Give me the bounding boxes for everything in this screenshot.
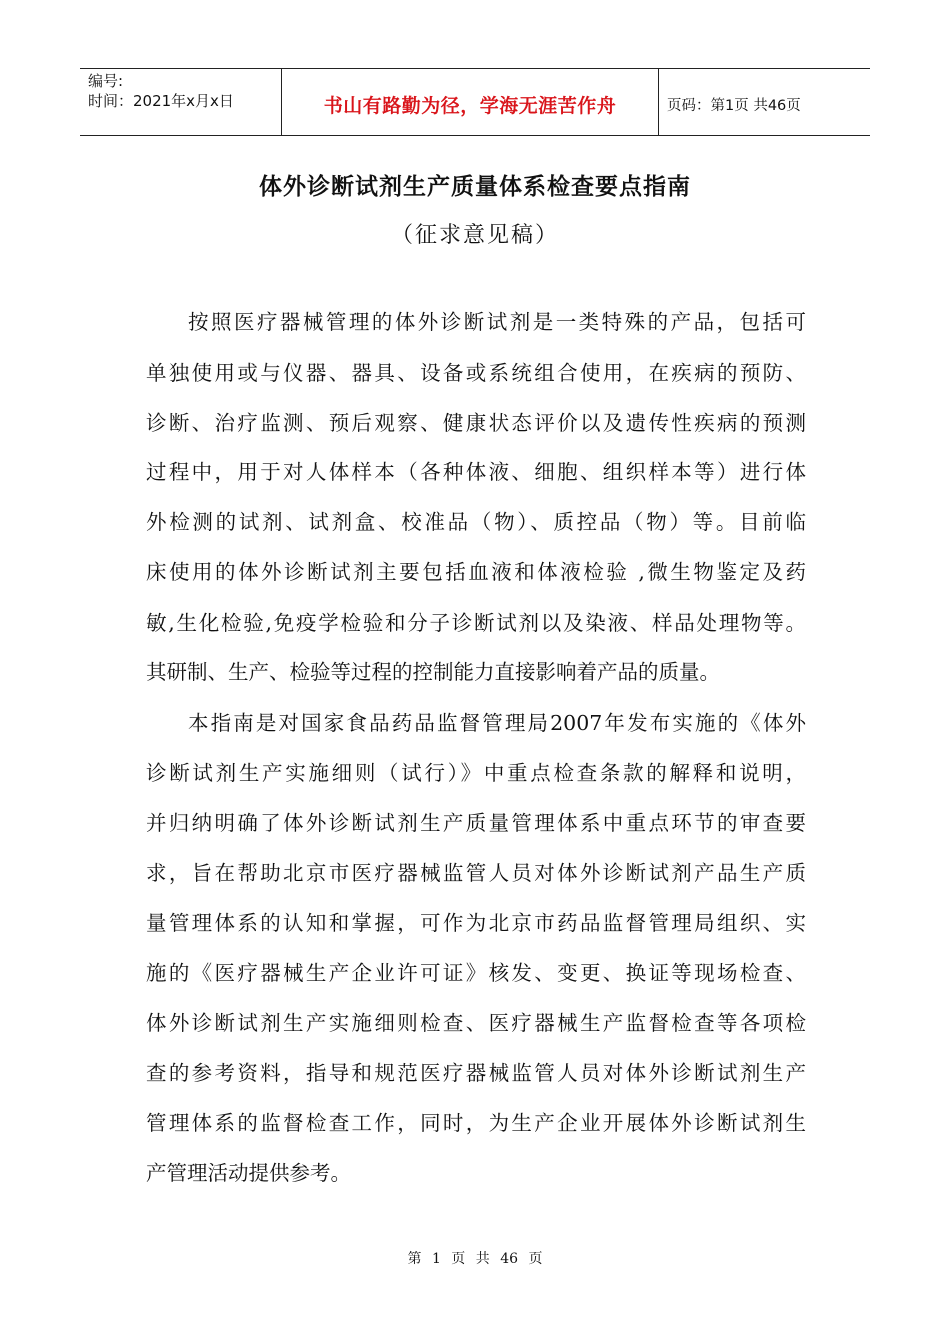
document-subtitle: （征求意见稿）	[390, 223, 559, 248]
header-page-info: 页码：第1页 共46页	[667, 98, 801, 114]
header-motto: 书山有路勤为径，学海无涯苦作舟	[323, 95, 617, 117]
paragraph-line: 施的《医疗器械生产企业许可证》核发、变更、换证等现场检查、	[146, 961, 806, 985]
paragraph-line: 求，旨在帮助北京市医疗器械监管人员对体外诊断试剂产品生产质	[146, 861, 806, 885]
paragraph-line: 床使用的体外诊断试剂主要包括血液和体液检验 ,微生物鉴定及药	[146, 560, 806, 584]
document-number-label: 编号:	[88, 72, 124, 90]
paragraph-line: 按照医疗器械管理的体外诊断试剂是一类特殊的产品，包括可	[188, 310, 806, 334]
paragraph-line: 单独使用或与仪器、器具、设备或系统组合使用，在疾病的预防、	[146, 361, 806, 385]
page-footer: 第 1 页 共 46 页	[407, 1251, 543, 1267]
paragraph-line: 外检测的试剂、试剂盒、校准品（物）、质控品（物）等。目前临	[146, 510, 806, 534]
paragraph-line: 过程中，用于对人体样本（各种体液、细胞、组织样本等）进行体	[146, 460, 806, 484]
page-header	[80, 68, 870, 136]
header-meta	[88, 71, 283, 111]
paragraph-line: 量管理体系的认知和掌握，可作为北京市药品监督管理局组织、实	[146, 911, 806, 935]
paragraph-line: 敏,生化检验,免疫学检验和分子诊断试剂以及染液、样品处理物等。	[146, 611, 806, 635]
document-time-label: 时间：2021年x月x日	[88, 92, 234, 110]
paragraph-line: 并归纳明确了体外诊断试剂生产质量管理体系中重点环节的审查要	[146, 811, 806, 835]
paragraph-line: 管理体系的监督检查工作，同时，为生产企业开展体外诊断试剂生	[146, 1111, 806, 1135]
paragraph-line: 诊断、治疗监测、预后观察、健康状态评价以及遗传性疾病的预测	[146, 411, 806, 435]
paragraph-line: 本指南是对国家食品药品监督管理局2007年发布实施的《体外	[188, 711, 806, 735]
paragraph-line: 体外诊断试剂生产实施细则检查、医疗器械生产监督检查等各项检	[146, 1011, 806, 1035]
document-title: 体外诊断试剂生产质量体系检查要点指南	[259, 174, 691, 200]
paragraph-line: 产管理活动提供参考。	[146, 1161, 351, 1185]
paragraph-line: 其研制、生产、检验等过程的控制能力直接影响着产品的质量。	[146, 660, 720, 684]
header-divider	[658, 69, 659, 135]
paragraph-line: 诊断试剂生产实施细则（试行）》中重点检查条款的解释和说明，	[146, 761, 806, 785]
paragraph-line: 查的参考资料，指导和规范医疗器械监管人员对体外诊断试剂生产	[146, 1061, 806, 1085]
